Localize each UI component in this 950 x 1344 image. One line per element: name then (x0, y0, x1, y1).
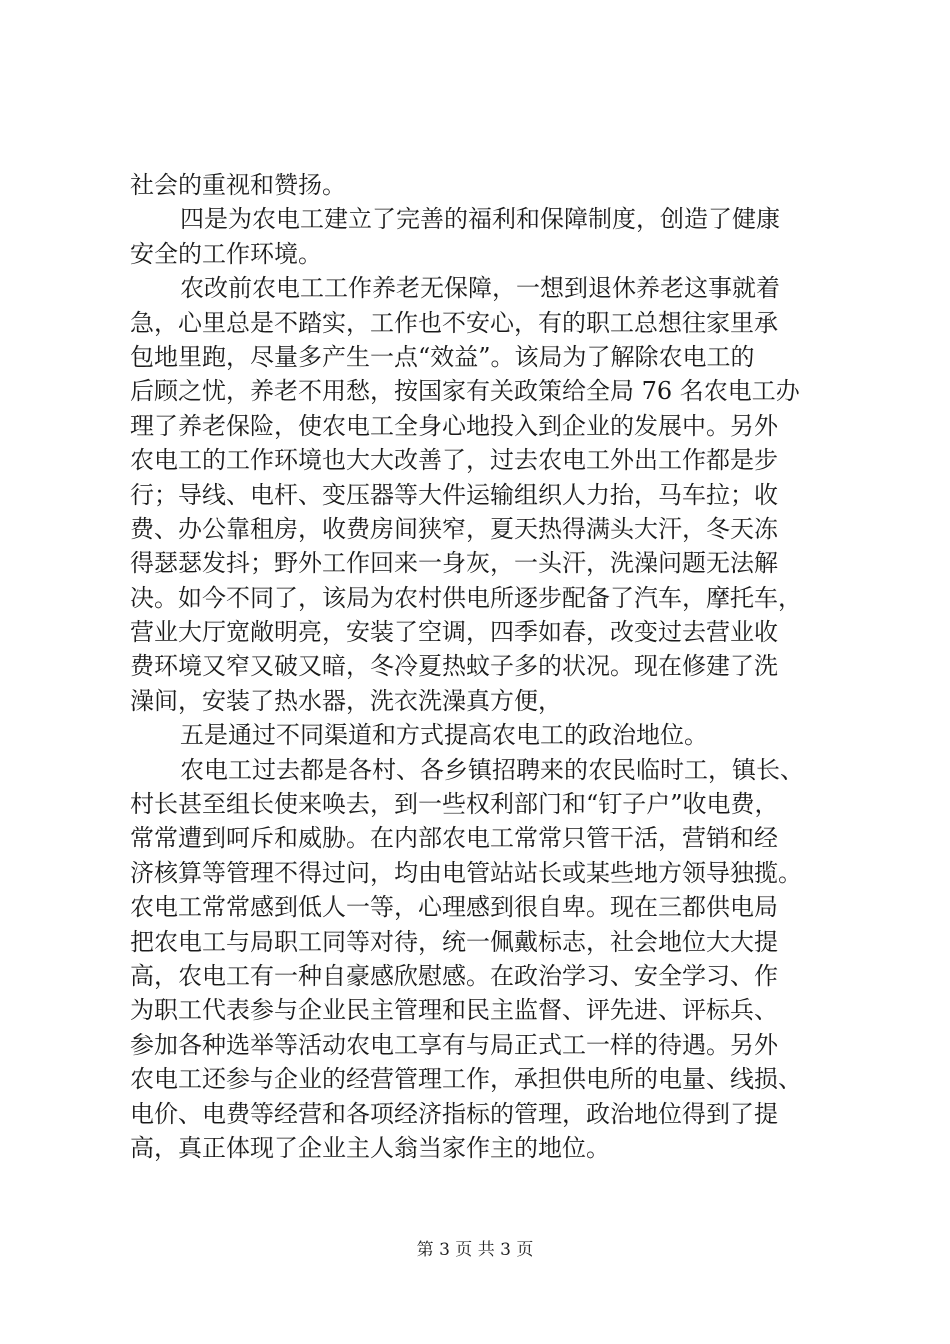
text-line: 电价、电费等经营和各项经济指标的管理，政治地位得到了提 (130, 1099, 778, 1128)
paragraph-heading: 五是通过不同渠道和方式提高农电工的政治地位。 (180, 721, 708, 750)
text-line: 济核算等管理不得过问，均由电管站站长或某些地方领导独揽。 (130, 858, 802, 887)
text-line: 决。如今不同了，该局为农村供电所逐步配备了汽车，摩托车， (130, 583, 802, 612)
text-line: 行；导线、电杆、变压器等大件运输组织人力抬，马车拉；收 (130, 480, 778, 509)
text-line: 农电工的工作环境也大大改善了，过去农电工外出工作都是步 (130, 446, 778, 475)
text-line: 费、办公靠租房，收费房间狭窄，夏天热得满头大汗，冬天冻 (130, 514, 778, 543)
text-line: 农电工还参与企业的经营管理工作，承担供电所的电量、线损、 (130, 1065, 802, 1094)
text-line: 后顾之忧，养老不用愁，按国家有关政策给全局 76 名农电工办 (130, 377, 800, 406)
paragraph-heading: 四是为农电工建立了完善的福利和保障制度，创造了健康 (180, 205, 780, 234)
text-line: 费环境又窄又破又暗，冬冷夏热蚊子多的状况。现在修建了洗 (130, 652, 778, 681)
text-line: 社会的重视和赞扬。 (130, 171, 346, 199)
text-line: 为职工代表参与企业民主管理和民主监督、评先进、评标兵、 (130, 996, 778, 1025)
text-line: 安全的工作环境。 (130, 239, 322, 268)
text-line: 高，真正体现了企业主人翁当家作主的地位。 (130, 1133, 610, 1162)
paragraph-first-line: 农改前农电工工作养老无保障，一想到退休养老这事就着 (180, 274, 780, 303)
text-line: 农电工常常感到低人一等，心理感到很自卑。现在三都供电局 (130, 893, 778, 922)
text-line: 营业大厅宽敞明亮，安装了空调，四季如春，改变过去营业收 (130, 618, 778, 647)
text-line: 村长甚至组长使来唤去，到一些权利部门和“钉子户”收电费， (130, 790, 779, 819)
text-line: 把农电工与局职工同等对待，统一佩戴标志，社会地位大大提 (130, 927, 778, 956)
paragraph-first-line: 农电工过去都是各村、各乡镇招聘来的农民临时工，镇长、 (180, 755, 804, 784)
document-body (130, 168, 830, 1165)
text-line: 包地里跑，尽量多产生一点“效益”。该局为了解除农电工的 (130, 342, 755, 371)
text-line: 澡间，安装了热水器，洗衣洗澡真方便， (130, 686, 562, 715)
text-line: 得瑟瑟发抖；野外工作回来一身灰，一头汗，洗澡问题无法解 (130, 549, 778, 578)
page-number-footer: 第 3 页 共 3 页 (416, 1240, 534, 1260)
text-line: 急，心里总是不踏实，工作也不安心，有的职工总想往家里承 (130, 308, 778, 337)
text-line: 常常遭到呵斥和威胁。在内部农电工常常只管干活，营销和经 (130, 824, 778, 853)
text-line: 理了养老保险，使农电工全身心地投入到企业的发展中。另外 (130, 411, 778, 440)
text-line: 参加各种选举等活动农电工享有与局正式工一样的待遇。另外 (130, 1030, 778, 1059)
text-line: 高，农电工有一种自豪感欣慰感。在政治学习、安全学习、作 (130, 961, 778, 990)
